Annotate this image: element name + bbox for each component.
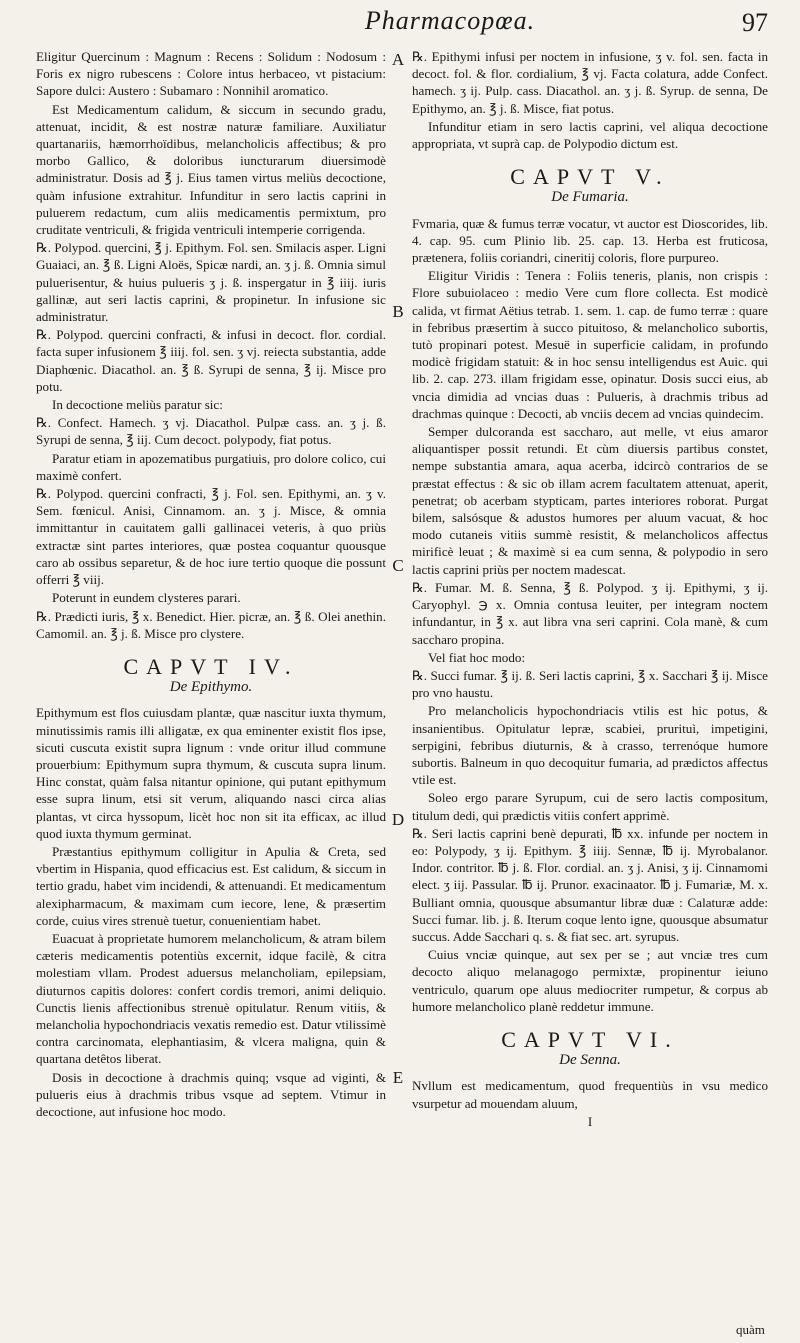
paragraph: Eligitur Viridis : Tenera : Foliis teneris, planis, non crispis : Flore subuiolaceo : medio Vere cum flore collecta. Est modicè calida, vt firmat Aëtius tetrab. 1. sem. 1. cap. de fumo terræ : quare in febribus præsertim à succo pituitoso, & melancholico subortis, tutò propinari potest. Mesuë in superficie calidam, in profundo modicè frigidam statuit: & in hoc sensu intelligendus est Auic. qui lib. 2. cap. 273. illam frigidam esse, opinatur. Dosis succi eius, ab vncia dimidia ad vncias duas : Pulueris, à drachmis tribus ad drachmas quinque : Decocti, ab vnciis decem ad vncias quindecim.	[412, 268, 768, 421]
paragraph: Cuius vnciæ quinque, aut sex per se ; aut vnciæ tres cum decocto aliquo melanagogo permixtæ, propinentur ieiuno ventriculo, quarum ope aluus mediocriter rumpetur, & corpus ab humore melancholico planè reddetur immune.	[412, 947, 768, 1014]
running-title: Pharmacopœa.	[364, 6, 536, 35]
paragraph: Eligitur Quercinum : Magnum : Recens : Solidum : Nodosum : Foris ex nigro rubescens : Colore intus herbaceo, vt pistacium: Sapore dulci: Austero : Subamaro : Nonnihil aromatico.	[36, 49, 386, 99]
left-column	[36, 48, 386, 1335]
paragraph: Infunditur etiam in sero lactis caprini, vel aliqua decoctione appropriata, vt suprà cap. de Polypodio dictum est.	[412, 118, 768, 152]
catchword: quàm	[736, 1322, 765, 1337]
paragraph: Euacuat à proprietate humorem melancholicum, & atram bilem cæteris medicamentis potentiùs excernit, idque facilè, & citra molestiam vllam. Prodest aduersus melancholiam, epilepsiam, diuturnos capitis dolores: confert cordis tremori, animi deliquio. Cunctis lienis affectionibus strenuè opitulatur. Renum vitiis, & melancholia hypochondriacis vexatis remedio est. Datur vtilissimè contra carcinomata, elephantiasim, & vlcera maligna, quin & quartana detêtos liberat.	[36, 930, 386, 1067]
chapter-heading: CAPVT VI.	[501, 1026, 679, 1052]
paragraph: Est Medicamentum calidum, & siccum in secundo gradu, attenuat, incidit, & est nostræ naturæ familiare. Auxiliatur quartanariis, hæmorrhoïdibus, melancholicis affectibus; & pro morbo Gallico, & doloribus iuncturarum diuersimodè administratur. Dosis ad ℥ j. Eius tamen virtus meliùs decoctione, quàm infusione extrahitur. Infunditur in sero lactis caprini in puluerem redactum, cum aliis medicamentis permixtum, pro cruditate ventriculi, & frigida ventriculi intemperie corrigenda.	[36, 101, 386, 238]
paragraph: Vel fiat hoc modo:	[428, 649, 526, 665]
paragraph: Fvmaria, quæ & fumus terræ vocatur, vt auctor est Dioscorides, lib. 4. cap. 95. cum Plinio lib. 25. cap. 13. Herba est fruticosa, prætenera, foliis coriandri, cineritij coloris, flore purpureo.	[412, 215, 768, 266]
paragraph: Præstantius epithymum colligitur in Apulia & Creta, sed vbertim in Hispania, quod efficacius est. Est calidum, & siccum in tertio gradu, habet vim incidendi, & attenuandi. Et medicamentum alexipharmacum, & maximam cum iecore, lene, & præsertim corde, cuius vires strenuè tuetur, conuenientiam habet.	[36, 843, 386, 928]
chapter-subtitle: De Fumaria.	[551, 189, 629, 206]
margin-letter-c: C	[392, 556, 404, 575]
recipe: ℞. Polypod. quercini, ℥ j. Epithym. Fol. sen. Smilacis asper. Ligni Guaiaci, an. ℥ ß. Ligni Aloës, Spicæ nardi, an. ʒ j. ß. Omnia simul puluerisentur, & huius pulueris ʒ j. ß. inspergatur in ℥ iiij. iuris gallinæ, aut seri lactis caprini, & propinetur. In infusione sic administratur.	[36, 240, 386, 325]
recipe: ℞. Epithymi infusi per noctem in infusione, ʒ v. fol. sen. facta in decoct. fol. & flor. cordialium, ℥ vj. Facta colatura, adde Confect. hamech. ʒ ij. Pulp. cass. Diacathol. an. ʒ j. ß. Syrup. de senna, De Epithymo, an. ℥ j. ß. Misce, fiat potus.	[412, 49, 768, 116]
margin-letter-b: B	[392, 302, 404, 321]
chapter-subtitle: De Senna.	[559, 1052, 621, 1069]
recipe: ℞. Fumar. M. ß. Senna, ℥ ß. Polypod. ʒ ij. Epithymi, ʒ ij. Caryophyl. ℈ x. Omnia contusa leuiter, per integram noctem infundantur, in ℥ x. aut libra vna seri caprini. Cola manè, & cum saccharo propina.	[412, 579, 768, 647]
recipe: ℞. Polypod. quercini confracti, ℥ j. Fol. sen. Epithymi, an. ʒ v. Sem. fœnicul. Anisi, Cinnamom. an. ʒ j. Misce, & omnia immittantur in cauitatem galli gallinacei veteris, à quo priùs extractæ sint partes interiores, quæ postea coquantur quousque caro ab ossibus separetur, & de hoc iure tertio quoque die possunt offerri ℥ viij.	[36, 486, 386, 588]
paragraph: Nvllum est medicamentum, quod frequentiùs in vsu medico vsurpetur ad mouendam aluum,	[412, 1078, 768, 1111]
paragraph: Semper dulcoranda est saccharo, aut melle, vt eius amaror aliquantisper possit retundi. Et cùm diuersis partibus constet, nempe substantia amara, aqua acerba, idcircò contrarios de se præstat effectus : & sic ob illam acrem facultatem attenuat, aperit, penetrat; ob acerbam stypticam, partes interiores roborat. Purgat bilem, salsósque & adustos humores per aluum vacuat, & hoc modo cutaneis vitiis summè resistit, & melancholicos affectus mirificè leuat ; & maximè si ea cum senna, & polypodio in sero lactis caprini priùs per noctem madescat.	[412, 424, 768, 577]
paragraph: Pro melancholicis hypochondriacis vtilis est hic potus, & insanientibus. Opitulatur lepræ, scabiei, prurituì, impetigini, serpigini, febribus diuturnis, & à crasso, terrenóque humore subortis. Balneum in quo decoquitur fumaria, ad prædictos affectus vtile est.	[412, 703, 768, 788]
page-number: 97	[742, 8, 768, 37]
paragraph: Soleo ergo parare Syrupum, cui de sero lactis compositum, titulum dedi, qui prædictis vitiis confert apprimè.	[412, 790, 768, 823]
paragraph: Epithymum est flos cuiusdam plantæ, quæ nascitur iuxta thymum, minutissimis ramis illi alligatæ, ex qua eminenter existit flos ipse, sicuti cuscuta existit supra lignum : vnde oritur illud commune prouerbium: Epithymum supra thymum, & cuscuta supra linum. Hinc constat, quàm falsa nitantur opinione, qui putant epithymum esse supra linum, etsi sit verum, aliquando nasci circa alias plantas, vt circa hyssopum, licèt hoc non sit ita efficax, ac illud quod iuxta thymum germinat.	[36, 705, 386, 841]
recipe: ℞. Confect. Hamech. ʒ vj. Diacathol. Pulpæ cass. an. ʒ j. ß. Syrupi de senna, ℥ iij. Cum decoct. polypody, fiat potus.	[36, 415, 386, 448]
right-column	[412, 48, 768, 1335]
paragraph: Paratur etiam in apozematibus purgatiuis, pro dolore colico, cui maximè confert.	[36, 450, 386, 483]
paragraph: In decoctione meliùs paratur sic:	[52, 397, 223, 413]
margin-letter-e: E	[392, 1068, 404, 1087]
recipe: ℞. Succi fumar. ℥ ij. ß. Seri lactis caprini, ℥ x. Sacchari ℥ ij. Misce pro vno haustu.	[412, 667, 768, 701]
chapter-heading: CAPVT V.	[510, 164, 670, 190]
chapter-heading: CAPVT IV.	[123, 653, 299, 679]
signature-mark: I	[587, 1113, 593, 1129]
chapter-subtitle: De Epithymo.	[169, 679, 253, 696]
recipe: ℞. Polypod. quercini confracti, & infusi in decoct. flor. cordial. facta super infusionem ℥ iiij. fol. sen. ʒ vj. reiecta substantia, adde Diaphœnic. Diacathol. an. ℥ ß. Syrupi de senna, ℥ ij. Misce pro potu.	[36, 327, 386, 394]
paragraph: Dosis in decoctione à drachmis quinq; vsque ad viginti, & pulueris eius à drachmis tribus vsque ad septem. Vtimur in decoctione, aut infusione hoc modo.	[36, 1069, 386, 1119]
recipe: ℞. Prædicti iuris, ℥ x. Benedict. Hier. picræ, an. ℥ ß. Olei anethin. Camomil. an. ℥ j. ß. Misce pro clystere.	[36, 608, 386, 641]
paragraph: Poterunt in eundem clysteres parari.	[52, 590, 241, 606]
margin-letter-d: D	[391, 810, 405, 829]
margin-letter-a: A	[391, 50, 405, 69]
recipe: ℞. Seri lactis caprini benè depurati, ℔ xx. infunde per noctem in eo: Polypody, ʒ ij. Epithym. ℥ iiij. Sennæ, ℔ ij. Myrobalanor. Indor. contritor. ℔ j. ß. Flor. cordial. an. ʒ j. Anisi, ʒ ij. Cinnamomi elect. ʒ iij. Passular. ℔ ij. Prunor. exacinaator. ℔ j. Fumariæ, M. x. Bulliant omnia, quousque absumantur libræ duæ : Calaturæ adde: Succi fumar. lib. j. ß. Iterum coque lento igne, quousque absumatur succus. Adde Sacchari q. s. & fiat sec. art. syrupus.	[412, 825, 768, 944]
